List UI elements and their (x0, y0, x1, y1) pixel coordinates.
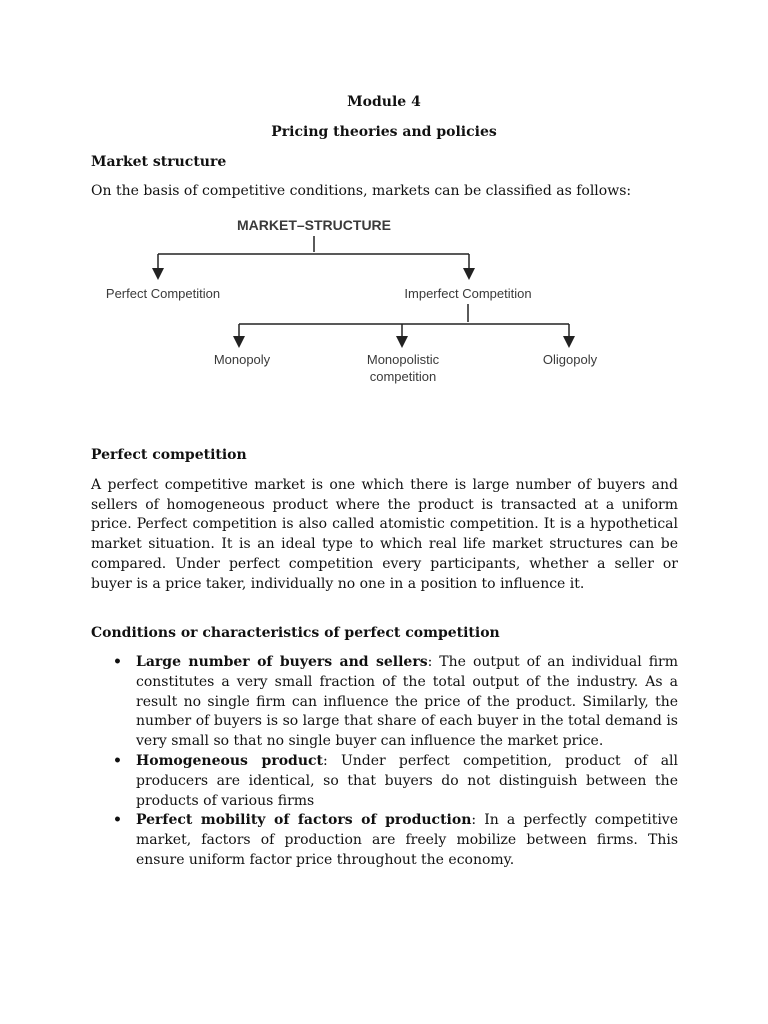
diagram-oligopoly-label: Oligopoly (542, 352, 598, 367)
diagram-monopolistic-label-line1: Monopolistic (366, 352, 440, 367)
market-structure-diagram (80, 208, 640, 398)
diagram-monopoly-label: Monopoly (213, 352, 271, 367)
diagram-monopolistic-label-line2: competition (369, 369, 437, 384)
diagram-imperfect-competition-label: Imperfect Competition (404, 286, 532, 301)
list-item-text: : The output of an individual firm constitutes a very small fraction of the total output of the industry. As a result no single firm can influence the price of the product. Similarly, the number of buyers is so large that share of each buyer in the total demand is very small so that no single buyer can influence the market price. (136, 654, 679, 750)
bullet-icon: • (113, 654, 122, 670)
list-item (91, 811, 678, 870)
intro-sentence: On the basis of competitive conditions, markets can be classified as follows: (91, 183, 632, 199)
list-item-text: : In a perfectly competitive market, factors of production are freely mobilize between firms. This ensure uniform factor price throughout the economy. (136, 812, 678, 868)
list-item-term: Large number of buyers and sellers (136, 654, 428, 670)
diagram-perfect-competition-label: Perfect Competition (105, 286, 221, 301)
section-heading-conditions: Conditions or characteristics of perfect competition (91, 625, 500, 641)
bullet-icon: • (113, 752, 122, 769)
diagram-root-label: MARKET–STRUCTURE (237, 217, 391, 233)
section-heading-perfect-competition: Perfect competition (91, 447, 247, 463)
conditions-list (91, 653, 678, 871)
list-item-term: Homogeneous product (136, 752, 324, 769)
bullet-icon: • (113, 812, 122, 829)
list-item-text: : Under perfect competition, product of all producers are identical, so that buyers do not distinguish between the products of various firms (136, 752, 679, 809)
list-item (91, 653, 678, 752)
module-title: Module 4 (347, 94, 421, 110)
perfect-competition-paragraph: A perfect competitive market is one which there is large number of buyers and sellers of homogeneous product where the product is transacted at a uniform price. Perfect competition is also called atomistic competition. It is a hypothetical market situation. It is an ideal type to which real life market structures can be compared. Under perfect competition every participants, whether a seller or buyer is a price taker, individually no one in a position to influence it. (91, 477, 678, 592)
section-heading-market-structure: Market structure (91, 154, 227, 170)
page-subtitle: Pricing theories and policies (271, 124, 497, 140)
list-item-term: Perfect mobility of factors of production (136, 812, 472, 829)
list-item (91, 752, 678, 811)
